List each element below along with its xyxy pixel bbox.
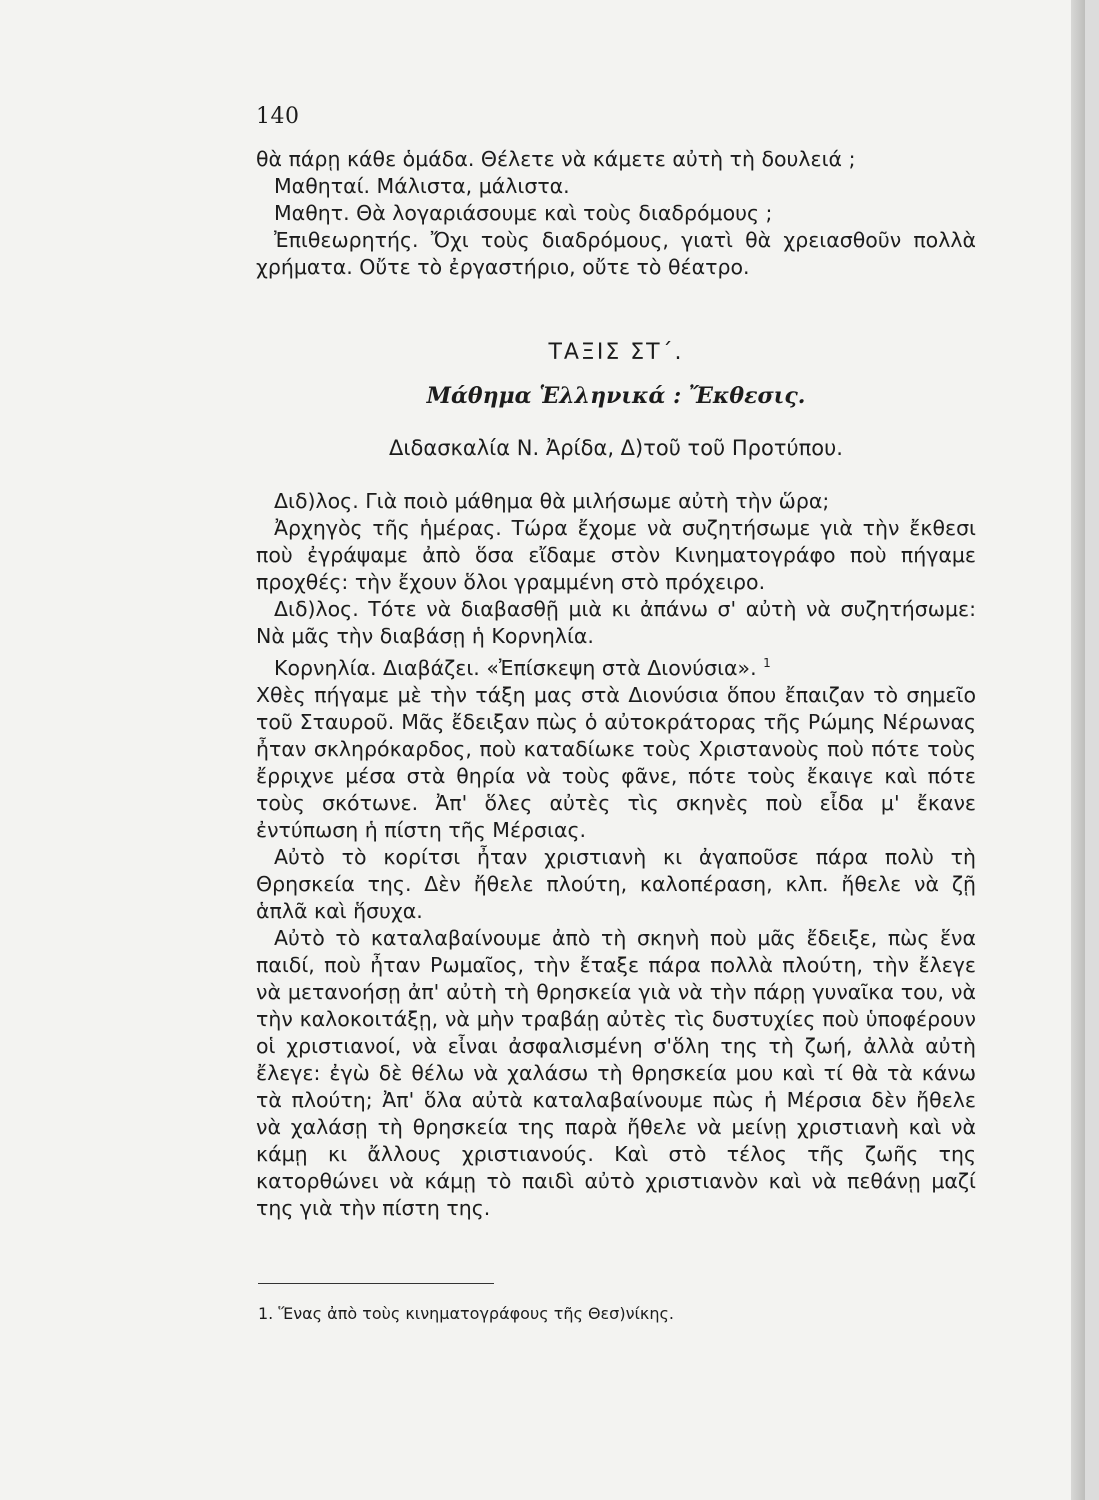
dialogue-paragraph: Διδ)λος. Τότε νὰ διαβασθῇ μιὰ κι ἀπάνω σ' αὐτὴ νὰ συζητήσωμε: Νὰ μᾶς τὴν διαβάσῃ ἡ Κορνηλία. — [256, 597, 976, 648]
footnote: 1. Ἕνας ἀπὸ τοὺς κινηματογράφους τῆς Θεσ)νίκης. — [258, 1304, 674, 1323]
intro-line: Μαθητ. Θὰ λογαριάσουμε καὶ τοὺς διαδρόμους ; — [274, 201, 773, 225]
footnote-divider — [258, 1283, 494, 1284]
dialogue-paragraph: Διδ)λος. Γιὰ ποιὸ μάθημα θὰ μιλήσωμε αὐτὴ τὴν ὥρα; — [274, 489, 830, 513]
page-edge-shadow — [1071, 0, 1085, 1500]
class-heading: ΤΑΞΙΣ ΣΤ΄. — [548, 340, 684, 365]
dialogue-paragraph: Αὐτὸ τὸ καταλαβαίνουμε ἀπὸ τὴ σκηνὴ ποὺ μᾶς ἔδειξε, πὼς ἕνα παιδί, ποὺ ἦταν Ρωμαῖος, τὴν ἔταξε πάρα πολλὰ πλούτη, τὴν ἔλεγε νὰ μετανοήσῃ ἀπ' αὐτὴ τὴ θρησκεία γιὰ νὰ τὴν πάρῃ γυναῖκα του, νὰ τὴν καλοκοιτάξῃ, νὰ μὴν τραβάῃ αὐτὲς τὶς δυστυχίες ποὺ ὑποφέρουν οἱ χριστιανοί, νὰ εἶναι ἀσφαλισμένη σ'ὅλη της τὴ ζωή, ἀλλὰ αὐτὴ ἔλεγε: ἐγὼ δὲ θέλω νὰ χαλάσω τὴ θρησκεία μου καὶ τί θὰ τὰ κάνω τὰ πλούτη; Ἀπ' ὅλα αὐτὰ καταλαβαίνουμε πὼς ἡ Μέρσια δὲν ἤθελε νὰ χαλάσῃ τὴ θρησκεία της παρὰ ἤθελε νὰ μείνῃ χριστιανὴ καὶ νὰ κάμῃ κι ἄλλους χριστιανούς. Καὶ στὸ τέλος τῆς ζωῆς της κατορθώνει νὰ κάμῃ τὸ παιδὶ αὐτὸ χριστιανὸν καὶ νὰ πεθάνῃ μαζί της γιὰ τὴν πίστη της. — [256, 925, 976, 1220]
lesson-heading: Μάθημα Ἑλληνικά : Ἔκθεσις. — [426, 383, 806, 409]
dialogue-paragraph-text: Κορνηλία. Διαβάζει. «Ἐπίσκεψη στὰ Διονύσια». — [274, 655, 757, 680]
teacher-heading: Διδασκαλία Ν. Ἀρίδα, Δ)τοῦ τοῦ Προτύπου. — [389, 436, 843, 460]
intro-line: Ἐπιθεωρητής. Ὄχι τοὺς διαδρόμους, γιατὶ θὰ χρειασθοῦν πολλὰ χρήματα. Οὔτε τὸ ἐργαστήριο, οὔτε τὸ θέατρο. — [256, 228, 976, 279]
intro-line: θὰ πάρῃ κάθε ὁμάδα. Θέλετε νὰ κάμετε αὐτὴ τὴ δουλειά ; — [256, 147, 856, 171]
intro-text — [256, 146, 976, 281]
footnote-marker: 1 — [763, 656, 771, 670]
dialogue-paragraph: Ἀρχηγὸς τῆς ἡμέρας. Τώρα ἔχομε νὰ συζητήσωμε γιὰ τὴν ἔκθεσι ποὺ ἐγράψαμε ἀπὸ ὅσα εἴδαμε στὸν Κινηματογράφο ποὺ πήγαμε προχθές: τὴν ἔχουν ὅλοι γραμμένη στὸ πρόχειρο. — [256, 516, 976, 594]
dialogue-paragraph: Χθὲς πήγαμε μὲ τὴν τάξη μας στὰ Διονύσια ὅπου ἔπαιζαν τὸ σημεῖο τοῦ Σταυροῦ. Μᾶς ἔδειξαν πὼς ὁ αὐτοκράτορας τῆς Ρώμης Νέρωνας ἦταν σκληρόκαρδος, ποὺ καταδίωκε τοὺς Χριστανοὺς ποὺ πότε τοὺς ἔρριχνε μέσα στὰ θηρία νὰ τοὺς φᾶνε, πότε τοὺς ἔκαιγε καὶ πότε τοὺς σκότωνε. Ἀπ' ὅλες αὐτὲς τὶς σκηνὲς ποὺ εἶδα μ' ἔκανε ἐντύπωση ἡ πίστη τῆς Μέρσιας. — [256, 682, 976, 842]
dialogue-paragraph — [256, 650, 976, 682]
intro-line: Μαθηταί. Μάλιστα, μάλιστα. — [274, 174, 570, 198]
page-number: 140 — [256, 104, 300, 129]
dialogue-text — [256, 488, 976, 1222]
dialogue-paragraph: Αὐτὸ τὸ κορίτσι ἦταν χριστιανὴ κι ἀγαποῦσε πάρα πολὺ τὴ Θρησκεία της. Δὲν ἤθελε πλούτη, καλοπέραση, κλπ. ἤθελε νὰ ζῇ ἁπλᾶ καὶ ἥσυχα. — [256, 844, 976, 923]
